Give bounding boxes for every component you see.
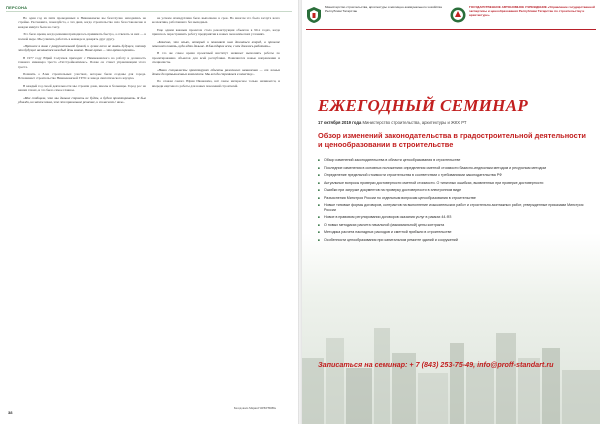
paragraph: По словам самого Юрия Ивановича, всё самое интересное только начинается, и впереди ещё много работы для новых поколений строителей. (152, 79, 280, 88)
paragraph: не успеем Ахмадуллина было выполнено в срок. Во многом это была заслуга всего коллектива, работавшего без выходных. (152, 16, 280, 25)
topic-item: ■ О новых методиках расчета начальной (максимальной) цены контракта (318, 223, 592, 228)
topic-item: ■ Особенности ценообразования при капитальном ремонте зданий и сооружений (318, 238, 592, 243)
topic-item: ■ Определение предельной стоимости строительства в соответствии с требованиями законодательства РФ (318, 173, 592, 178)
paragraph: Еще одним важным проектом стала реконструкция объектов в 90-х годах, когда пришлось перестраивать работу предприятия в новых экономических условиях. (152, 27, 280, 37)
quote-paragraph: «Наши специалисты проектируют объекты различного назначения — от жилых домов до промышленных комплексов. Мы всегда стремимся к качеству». (152, 67, 280, 77)
article-column-1 (18, 16, 146, 108)
ministry-emblem-icon (306, 6, 322, 24)
seminar-topics-list (318, 158, 592, 245)
paragraph: Помнить о 8-ми строительных участках, которые были созданы для города. Вспоминает строительство Нижнекамской ГРЭС и завода синтетического каучука. (18, 72, 146, 81)
ministry-logo-block (306, 6, 444, 24)
topic-item: ■ Новое в правовом регулировании договоров оказания услуг в рамках 44-ФЗ (318, 215, 592, 220)
topic-item: ■ Разъяснения Минстроя России по отдельным вопросам ценообразования в строительстве (318, 196, 592, 201)
paragraph: Это было время, когда решения приходилось принимать быстро, а отвечать за них — в полной мере. Мы учились работать в команде и доверять друг другу. (18, 32, 146, 41)
header-divider (306, 29, 596, 30)
topic-item: ■ Ошибки при загрузке документов на проверку достоверности в электронном виде (318, 188, 592, 193)
article-column-2 (152, 16, 280, 91)
expertise-logo-block (450, 6, 596, 24)
seminar-date: 17 октября 2019 года (318, 120, 362, 125)
author-credit: Беседовала Мария ГОРБУНОВА (234, 406, 276, 410)
paragraph: В это же самое время проектный институт начинает выполнять работы по проектированию объектов для всей республики. Появляются новые направления и специалисты. (152, 51, 280, 65)
topic-item: ■ Методика расчета накладных расходов и сметной прибыли в строительстве (318, 230, 592, 235)
city-skyline-illustration (302, 318, 600, 424)
quote-paragraph: «Мне сообщили, что мы дальше строить не будем, а будем проектировать. Я был удивлён, но затем понял, что это правильное решение, и согласился с ним». (18, 95, 146, 105)
seminar-subtitle: Обзор изменений законодательства в градостроительной деятельности и ценообразовании в строительстве (318, 131, 586, 149)
ministry-name: Министерство строительства, архитектуры и жилищно-коммунального хозяйства Республики Татарстан (325, 5, 442, 13)
seminar-ad-page (302, 0, 600, 424)
expertise-emblem-icon (450, 6, 466, 24)
page-number: 38 (8, 410, 13, 415)
topic-item: ■ Новые типовые формы договоров, контрактов на выполнение изыскательских работ и строительно-монтажных работ, утвержденные приказами Минстроя России (318, 203, 592, 212)
topic-item: ■ Обзор изменений законодательства в области ценообразования в строительстве (318, 158, 592, 163)
paragraph: В 1977 году Юрий Солунчев приходит с Нижнекамского на работу в должность главного инженера треста «Татстройкомплекс». Позже он станет управляющим этого треста. (18, 55, 146, 69)
paragraph: В каждый год своей деятельности мы строили дома, школы и больницы. Город рос на наших глазах, и это было самое главное. (18, 83, 146, 93)
rubric-divider (6, 11, 292, 12)
topic-item: ■ Актуальные вопросы проверки достоверности сметной стоимости. О типичных ошибках, выявленных при проверке достоверности (318, 181, 592, 186)
seminar-date-line (318, 120, 466, 125)
paragraph: Но один год из пяти проведенных в Нижнекамске вы безотлучно находились на стройке. Расскажите, пожалуйста, о тех днях, когда строительство шло безостановочно и каждая минута была на счету. (18, 16, 146, 29)
seminar-title: ЕЖЕГОДНЫЙ СЕМИНАР (318, 96, 529, 115)
rubric-label: ПЕРСОНА (6, 5, 28, 10)
quote-paragraph: «Конечно, это опыт, который и позволяет нам двигаться вперед, а прошлое помогает понять, куда идти дальше. Я благодарен всем, с кем довелось работать». (152, 39, 280, 49)
expertise-name: ГОСУДАРСТВЕННОЕ АВТОНОМНОЕ УЧРЕЖДЕНИЕ «Управление государственной экспертизы и ценообразования Республики Татарстан по строительству и архитектуре» (469, 5, 595, 17)
registration-contact[interactable]: Записаться на семинар: + 7 (843) 253-75-49, info@proff-standart.ru (318, 360, 554, 369)
topic-item: ■ Последние изменения в основных положениях определения сметной стоимости базисно-индексным методом и ресурсным методом (318, 166, 592, 171)
seminar-venue: Министерство строительства, архитектуры и ЖКХ РТ (362, 120, 467, 125)
quote-paragraph: «Прошлое я знаю с разрушительной буквой, и лучше всего не знать будущее, потому что будущее начинается каждый день заново. Наше время — это время перемен». (18, 44, 146, 53)
article-page (0, 0, 298, 424)
